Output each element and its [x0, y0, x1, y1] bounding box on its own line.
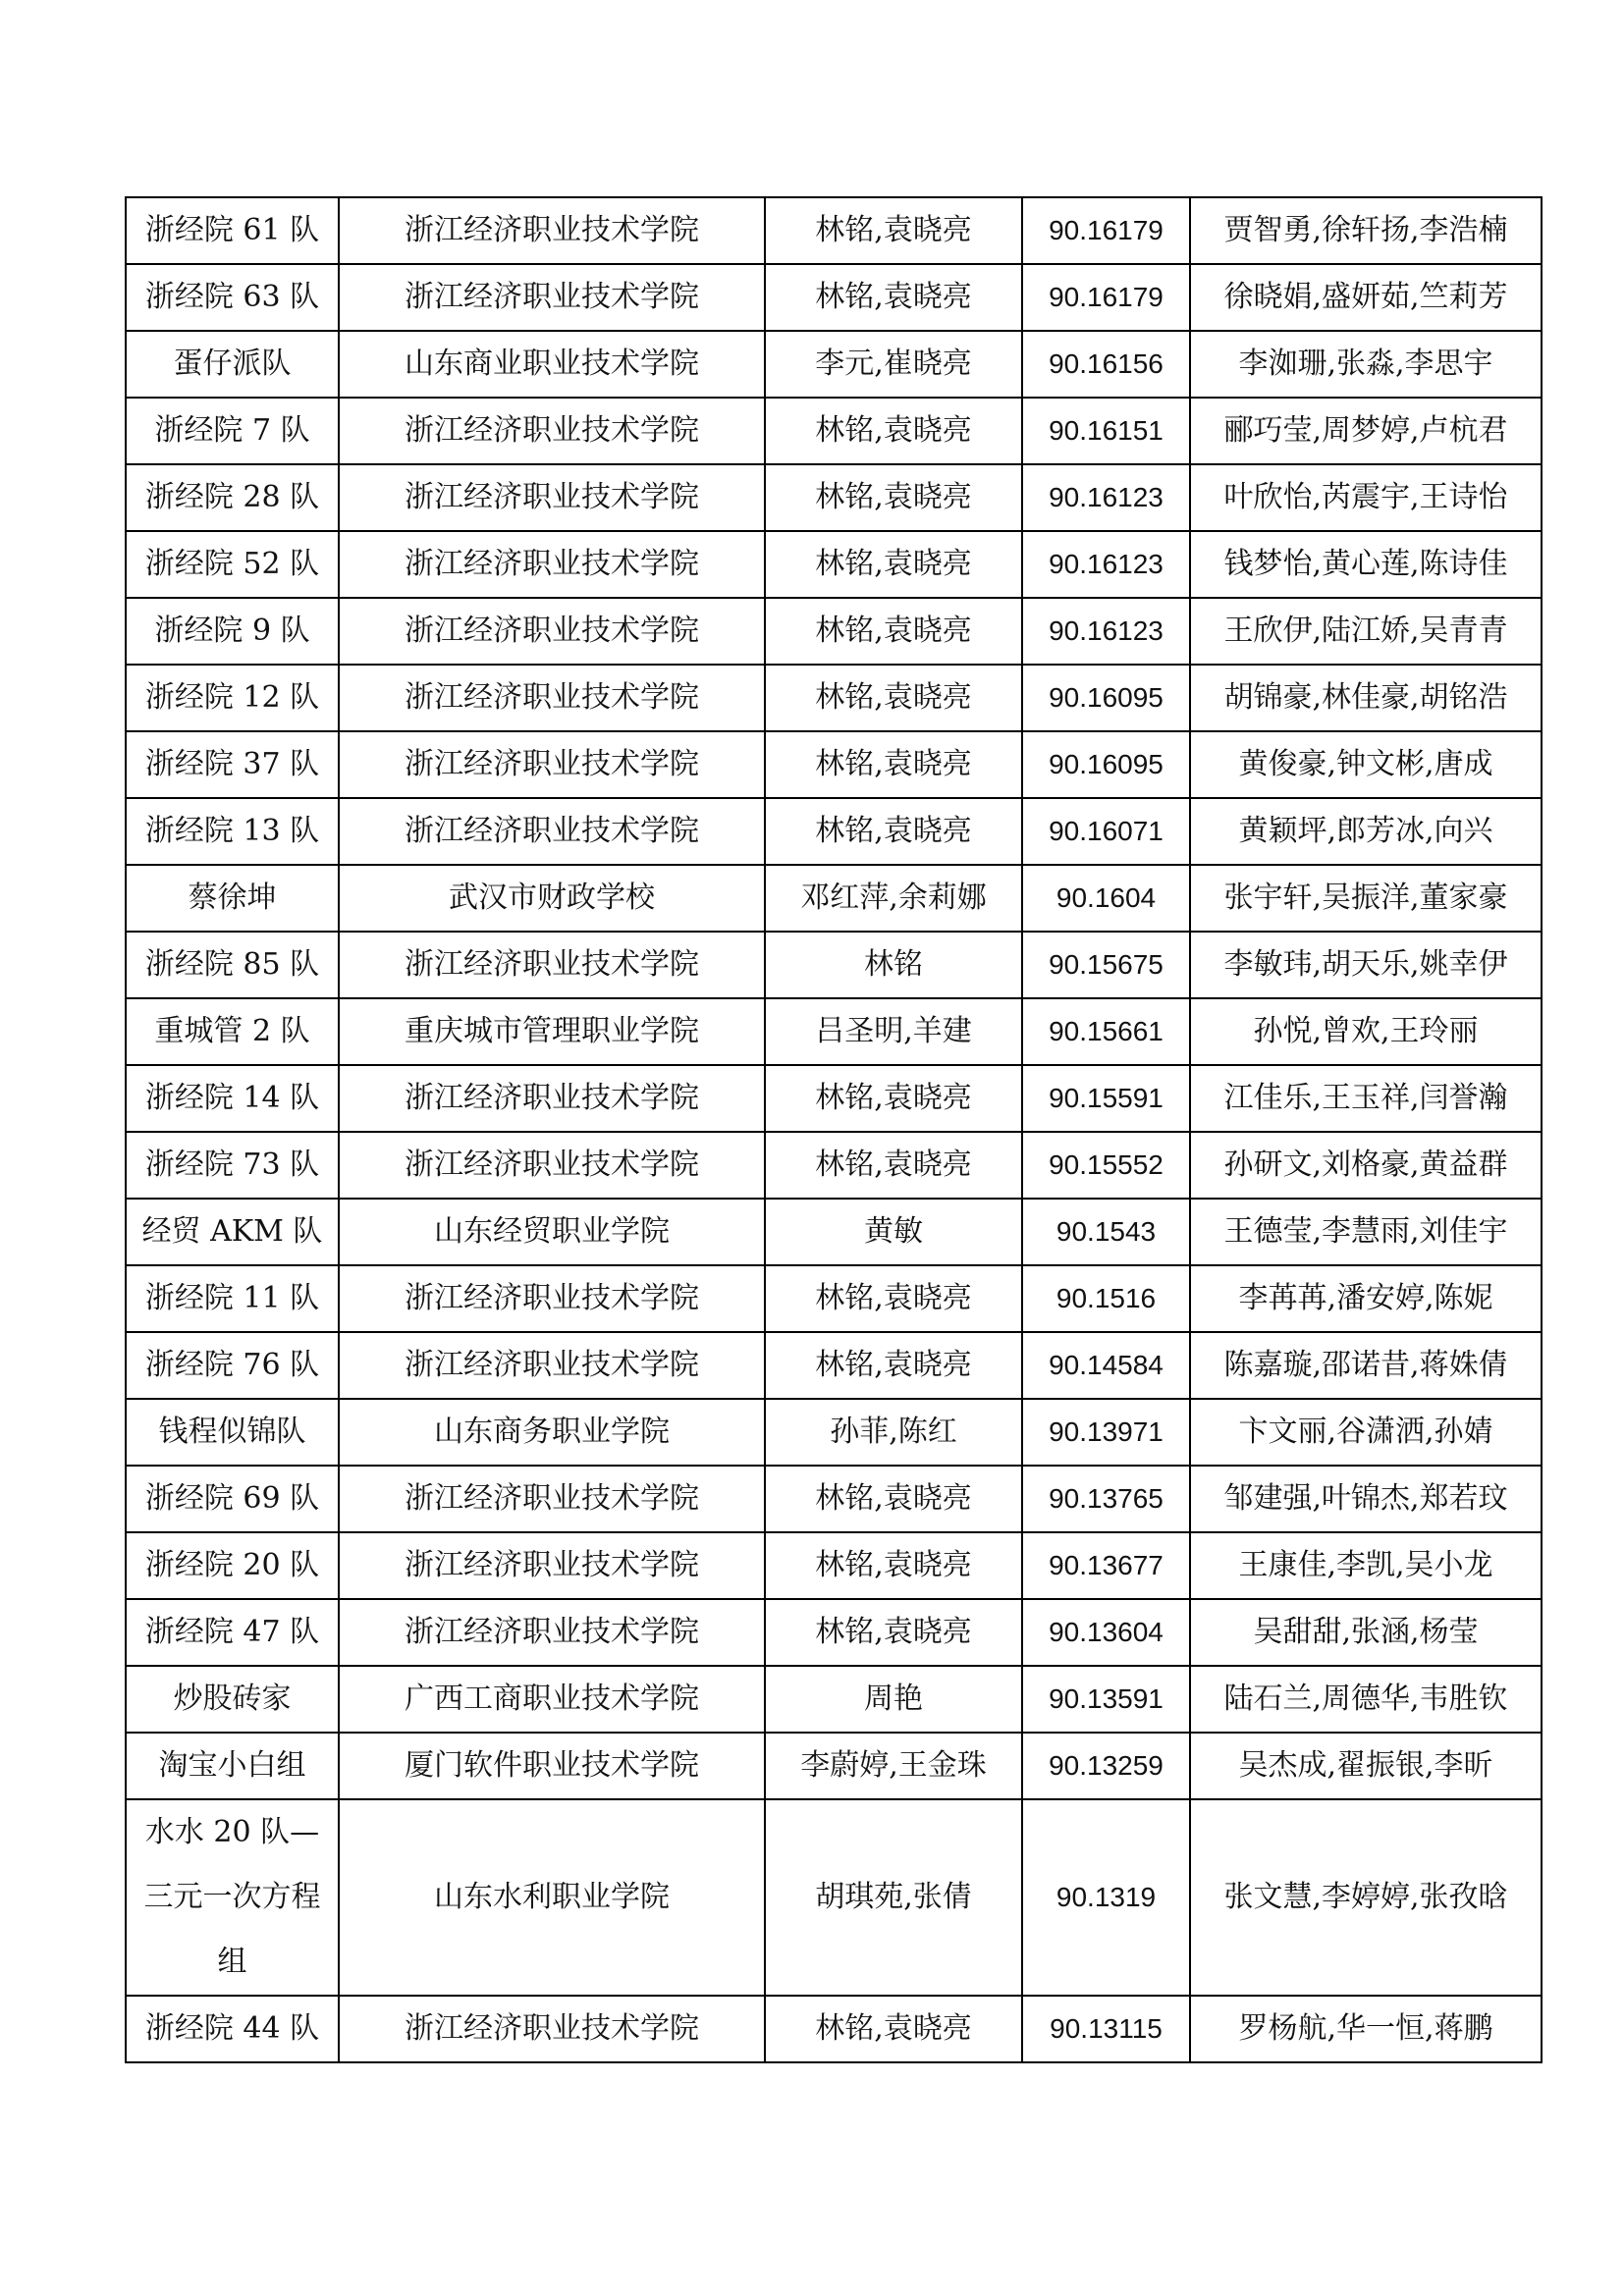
team-name-cell: 浙经院 11 队 [126, 1265, 339, 1332]
team-name-cell: 浙经院 52 队 [126, 531, 339, 598]
advisor-cell: 林铭,袁晓亮 [765, 197, 1022, 264]
table-row [126, 1599, 1542, 1666]
school-cell: 武汉市财政学校 [339, 865, 765, 932]
members-cell: 孙悦,曾欢,王玲丽 [1190, 998, 1542, 1065]
table-row [126, 665, 1542, 731]
table-row [126, 1733, 1542, 1799]
members-cell: 黄颖坪,郎芳冰,向兴 [1190, 798, 1542, 865]
team-name-cell: 浙经院 14 队 [126, 1065, 339, 1132]
advisor-cell: 林铭,袁晓亮 [765, 398, 1022, 464]
score-cell: 90.15591 [1022, 1065, 1190, 1132]
table-row [126, 1466, 1542, 1532]
members-cell: 江佳乐,王玉祥,闫誉瀚 [1190, 1065, 1542, 1132]
members-cell: 陆石兰,周德华,韦胜钦 [1190, 1666, 1542, 1733]
score-cell: 90.15675 [1022, 932, 1190, 998]
team-name-cell: 重城管 2 队 [126, 998, 339, 1065]
team-name-cell: 浙经院 12 队 [126, 665, 339, 731]
school-cell: 广西工商职业技术学院 [339, 1666, 765, 1733]
team-name-cell: 浙经院 7 队 [126, 398, 339, 464]
table-row [126, 998, 1542, 1065]
score-cell: 90.13259 [1022, 1733, 1190, 1799]
table-row [126, 1532, 1542, 1599]
members-cell: 孙研文,刘格豪,黄益群 [1190, 1132, 1542, 1199]
team-name-cell: 淘宝小白组 [126, 1733, 339, 1799]
members-cell: 张宇轩,吴振洋,董家豪 [1190, 865, 1542, 932]
members-cell: 徐晓娟,盛妍茹,竺莉芳 [1190, 264, 1542, 331]
table-row [126, 331, 1542, 398]
table-row [126, 932, 1542, 998]
table-row [126, 598, 1542, 665]
members-cell: 李洳珊,张淼,李思宇 [1190, 331, 1542, 398]
members-cell: 郦巧莹,周梦婷,卢杭君 [1190, 398, 1542, 464]
school-cell: 浙江经济职业技术学院 [339, 1065, 765, 1132]
table-row [126, 464, 1542, 531]
team-name-cell: 浙经院 73 队 [126, 1132, 339, 1199]
team-name-cell: 浙经院 44 队 [126, 1996, 339, 2062]
school-cell: 浙江经济职业技术学院 [339, 1132, 765, 1199]
table-row [126, 1265, 1542, 1332]
members-cell: 黄俊豪,钟文彬,唐成 [1190, 731, 1542, 798]
school-cell: 重庆城市管理职业学院 [339, 998, 765, 1065]
score-cell: 90.16156 [1022, 331, 1190, 398]
table-row [126, 731, 1542, 798]
school-cell: 浙江经济职业技术学院 [339, 1332, 765, 1399]
table-row [126, 798, 1542, 865]
table-row [126, 1996, 1542, 2062]
results-table-body [126, 197, 1542, 2062]
team-name-cell: 浙经院 69 队 [126, 1466, 339, 1532]
school-cell: 浙江经济职业技术学院 [339, 531, 765, 598]
team-name-cell: 浙经院 13 队 [126, 798, 339, 865]
advisor-cell: 林铭,袁晓亮 [765, 464, 1022, 531]
advisor-cell: 林铭 [765, 932, 1022, 998]
school-cell: 浙江经济职业技术学院 [339, 932, 765, 998]
school-cell: 浙江经济职业技术学院 [339, 798, 765, 865]
score-cell: 90.1516 [1022, 1265, 1190, 1332]
advisor-cell: 林铭,袁晓亮 [765, 1996, 1022, 2062]
advisor-cell: 林铭,袁晓亮 [765, 531, 1022, 598]
advisor-cell: 林铭,袁晓亮 [765, 731, 1022, 798]
score-cell: 90.16123 [1022, 531, 1190, 598]
advisor-cell: 林铭,袁晓亮 [765, 665, 1022, 731]
team-name-cell: 钱程似锦队 [126, 1399, 339, 1466]
school-cell: 浙江经济职业技术学院 [339, 1996, 765, 2062]
members-cell: 吴杰成,翟振银,李昕 [1190, 1733, 1542, 1799]
score-cell: 90.16179 [1022, 264, 1190, 331]
members-cell: 李苒苒,潘安婷,陈妮 [1190, 1265, 1542, 1332]
members-cell: 王德莹,李慧雨,刘佳宇 [1190, 1199, 1542, 1265]
team-name-cell: 经贸 AKM 队 [126, 1199, 339, 1265]
score-cell: 90.1543 [1022, 1199, 1190, 1265]
score-cell: 90.16179 [1022, 197, 1190, 264]
members-cell: 胡锦豪,林佳豪,胡铭浩 [1190, 665, 1542, 731]
score-cell: 90.16095 [1022, 665, 1190, 731]
advisor-cell: 林铭,袁晓亮 [765, 1532, 1022, 1599]
table-row [126, 865, 1542, 932]
team-name-cell: 浙经院 76 队 [126, 1332, 339, 1399]
members-cell: 陈嘉璇,邵诺昔,蒋姝倩 [1190, 1332, 1542, 1399]
advisor-cell: 林铭,袁晓亮 [765, 598, 1022, 665]
score-cell: 90.13591 [1022, 1666, 1190, 1733]
team-name-cell: 浙经院 20 队 [126, 1532, 339, 1599]
advisor-cell: 林铭,袁晓亮 [765, 1332, 1022, 1399]
score-cell: 90.15661 [1022, 998, 1190, 1065]
members-cell: 张文慧,李婷婷,张孜晗 [1190, 1799, 1542, 1996]
table-row [126, 1799, 1542, 1996]
table-row [126, 1199, 1542, 1265]
school-cell: 浙江经济职业技术学院 [339, 464, 765, 531]
team-name-cell: 浙经院 37 队 [126, 731, 339, 798]
advisor-cell: 吕圣明,羊建 [765, 998, 1022, 1065]
advisor-cell: 林铭,袁晓亮 [765, 264, 1022, 331]
members-cell: 王康佳,李凯,吴小龙 [1190, 1532, 1542, 1599]
school-cell: 浙江经济职业技术学院 [339, 1466, 765, 1532]
advisor-cell: 林铭,袁晓亮 [765, 1466, 1022, 1532]
members-cell: 王欣伊,陆江娇,吴青青 [1190, 598, 1542, 665]
members-cell: 吴甜甜,张涵,杨莹 [1190, 1599, 1542, 1666]
school-cell: 山东商业职业技术学院 [339, 331, 765, 398]
school-cell: 山东水利职业学院 [339, 1799, 765, 1996]
results-table [125, 196, 1543, 2063]
team-name-cell: 浙经院 9 队 [126, 598, 339, 665]
score-cell: 90.13115 [1022, 1996, 1190, 2062]
score-cell: 90.16151 [1022, 398, 1190, 464]
school-cell: 浙江经济职业技术学院 [339, 398, 765, 464]
members-cell: 叶欣怡,芮震宇,王诗怡 [1190, 464, 1542, 531]
advisor-cell: 林铭,袁晓亮 [765, 1132, 1022, 1199]
score-cell: 90.16123 [1022, 464, 1190, 531]
table-row [126, 1399, 1542, 1466]
score-cell: 90.13971 [1022, 1399, 1190, 1466]
score-cell: 90.1319 [1022, 1799, 1190, 1996]
school-cell: 山东经贸职业学院 [339, 1199, 765, 1265]
table-row [126, 531, 1542, 598]
table-row [126, 398, 1542, 464]
advisor-cell: 林铭,袁晓亮 [765, 1599, 1022, 1666]
team-name-cell: 水水 20 队—三元一次方程组 [126, 1799, 339, 1996]
score-cell: 90.15552 [1022, 1132, 1190, 1199]
members-cell: 卞文丽,谷潇洒,孙婧 [1190, 1399, 1542, 1466]
team-name-cell: 蔡徐坤 [126, 865, 339, 932]
score-cell: 90.13765 [1022, 1466, 1190, 1532]
score-cell: 90.14584 [1022, 1332, 1190, 1399]
advisor-cell: 李蔚婷,王金珠 [765, 1733, 1022, 1799]
advisor-cell: 周艳 [765, 1666, 1022, 1733]
table-row [126, 1666, 1542, 1733]
score-cell: 90.16095 [1022, 731, 1190, 798]
results-page [125, 196, 1541, 2063]
score-cell: 90.16071 [1022, 798, 1190, 865]
team-name-cell: 浙经院 47 队 [126, 1599, 339, 1666]
members-cell: 李敏玮,胡天乐,姚幸伊 [1190, 932, 1542, 998]
score-cell: 90.13604 [1022, 1599, 1190, 1666]
school-cell: 浙江经济职业技术学院 [339, 264, 765, 331]
table-row [126, 1132, 1542, 1199]
advisor-cell: 林铭,袁晓亮 [765, 1065, 1022, 1132]
advisor-cell: 孙菲,陈红 [765, 1399, 1022, 1466]
score-cell: 90.1604 [1022, 865, 1190, 932]
advisor-cell: 邓红萍,余莉娜 [765, 865, 1022, 932]
score-cell: 90.13677 [1022, 1532, 1190, 1599]
table-row [126, 1332, 1542, 1399]
advisor-cell: 胡琪苑,张倩 [765, 1799, 1022, 1996]
school-cell: 浙江经济职业技术学院 [339, 598, 765, 665]
table-row [126, 1065, 1542, 1132]
members-cell: 贾智勇,徐轩扬,李浩楠 [1190, 197, 1542, 264]
school-cell: 浙江经济职业技术学院 [339, 197, 765, 264]
school-cell: 浙江经济职业技术学院 [339, 665, 765, 731]
team-name-cell: 浙经院 63 队 [126, 264, 339, 331]
school-cell: 浙江经济职业技术学院 [339, 1599, 765, 1666]
school-cell: 浙江经济职业技术学院 [339, 731, 765, 798]
table-row [126, 197, 1542, 264]
team-name-cell: 浙经院 85 队 [126, 932, 339, 998]
members-cell: 钱梦怡,黄心莲,陈诗佳 [1190, 531, 1542, 598]
school-cell: 浙江经济职业技术学院 [339, 1532, 765, 1599]
advisor-cell: 黄敏 [765, 1199, 1022, 1265]
members-cell: 罗杨航,华一恒,蒋鹏 [1190, 1996, 1542, 2062]
advisor-cell: 李元,崔晓亮 [765, 331, 1022, 398]
members-cell: 邹建强,叶锦杰,郑若玟 [1190, 1466, 1542, 1532]
team-name-cell: 浙经院 61 队 [126, 197, 339, 264]
team-name-cell: 炒股砖家 [126, 1666, 339, 1733]
table-row [126, 264, 1542, 331]
team-name-cell: 浙经院 28 队 [126, 464, 339, 531]
school-cell: 浙江经济职业技术学院 [339, 1265, 765, 1332]
advisor-cell: 林铭,袁晓亮 [765, 798, 1022, 865]
score-cell: 90.16123 [1022, 598, 1190, 665]
school-cell: 厦门软件职业技术学院 [339, 1733, 765, 1799]
advisor-cell: 林铭,袁晓亮 [765, 1265, 1022, 1332]
team-name-cell: 蛋仔派队 [126, 331, 339, 398]
school-cell: 山东商务职业学院 [339, 1399, 765, 1466]
